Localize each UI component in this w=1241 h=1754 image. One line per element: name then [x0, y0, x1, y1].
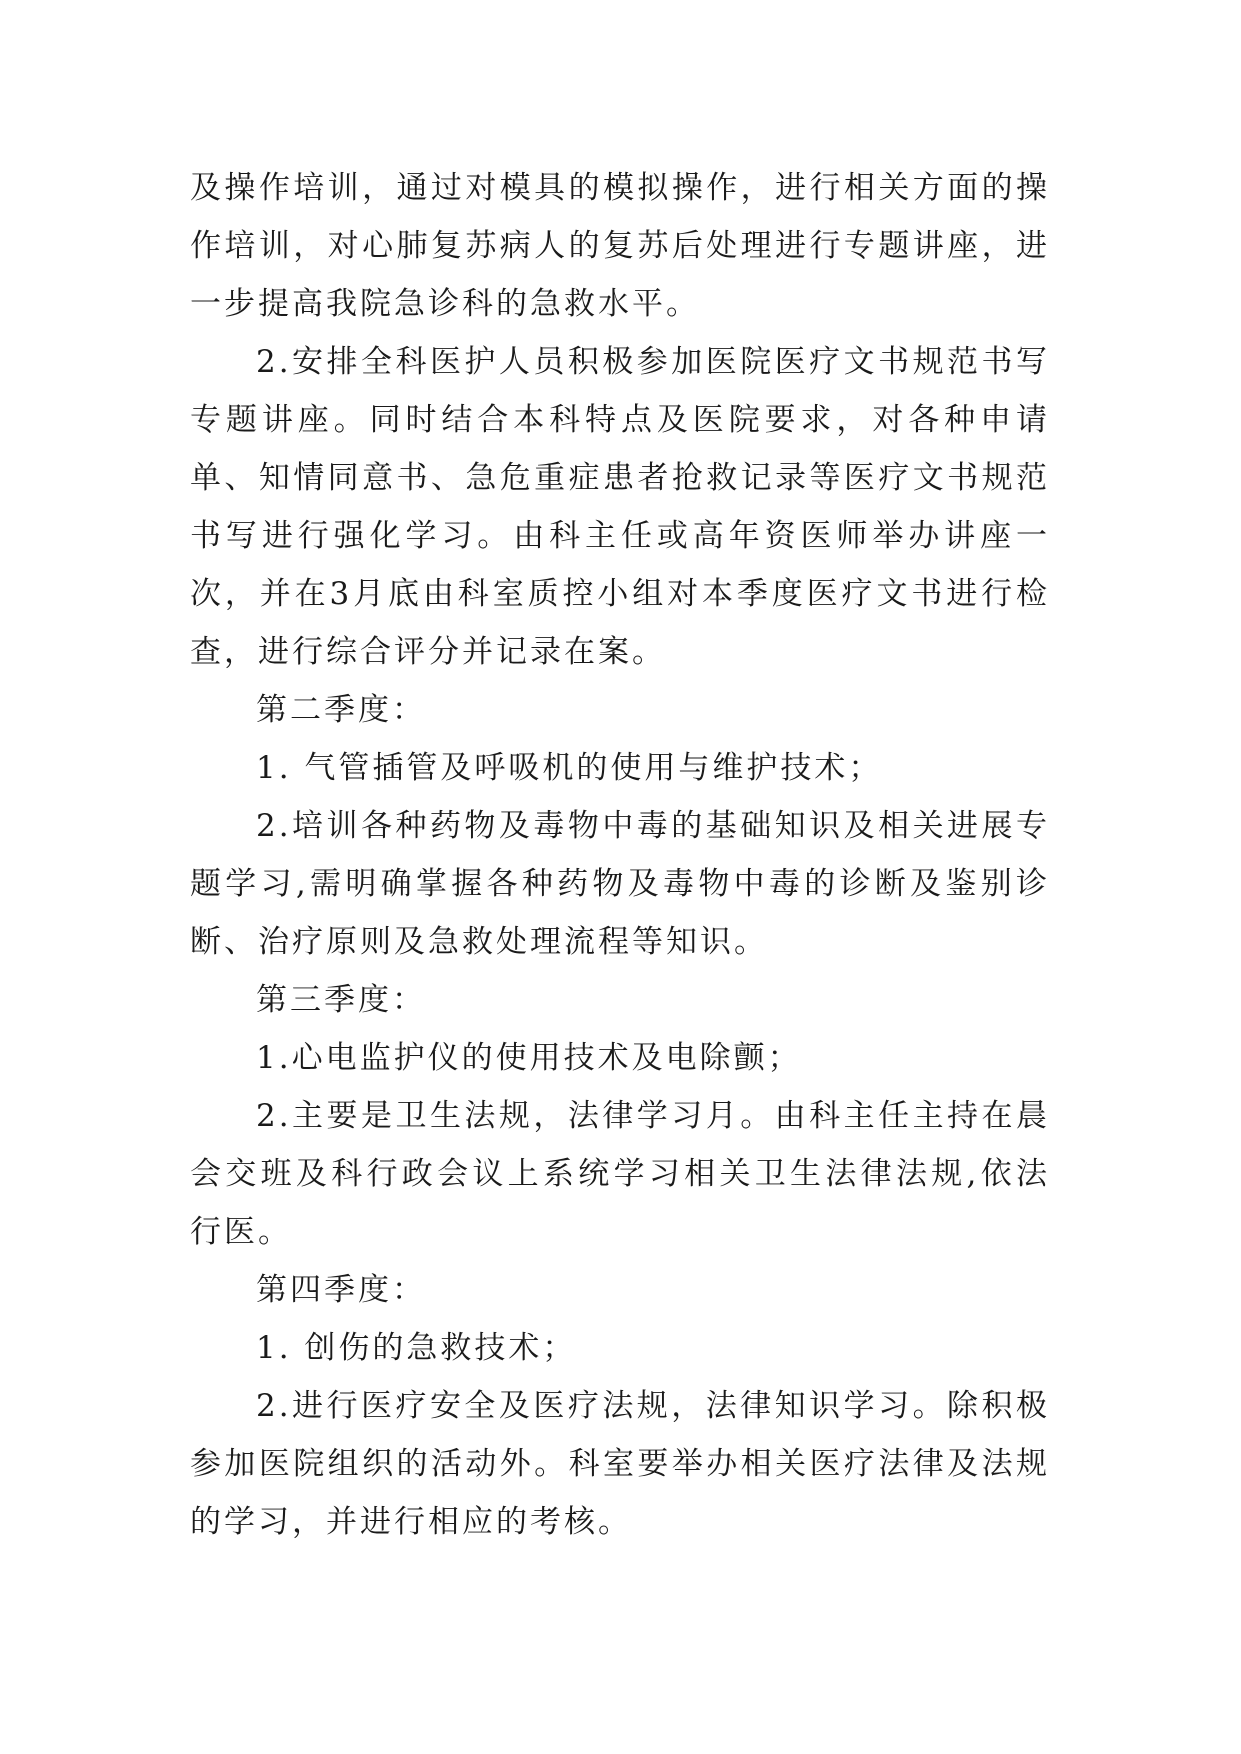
paragraph-q3-item-1: 1.心电监护仪的使用技术及电除颤；: [256, 1040, 802, 1076]
paragraph-q3-item-2: 2.主要是卫生法规，法律学习月。由科主任主持在晨会交班及科行政会议上系统学习相关卫生法律法规,依法行医。: [190, 1098, 1050, 1250]
heading-third-quarter: 第三季度：: [256, 982, 426, 1018]
paragraph-q1-item-2: 2.安排全科医护人员积极参加医院医疗文书规范书写专题讲座。同时结合本科特点及医院要求，对各种申请单、知情同意书、急危重症患者抢救记录等医疗文书规范书写进行强化学习。由科主任或高年资医师举办讲座一次，并在3月底由科室质控小组对本季度医疗文书进行检查，进行综合评分并记录在案。: [190, 344, 1050, 670]
paragraph-q4-item-2: 2.进行医疗安全及医疗法规，法律知识学习。除积极参加医院组织的活动外。科室要举办相关医疗法律及法规的学习，并进行相应的考核。: [190, 1388, 1050, 1540]
paragraph-training-continued: 及操作培训，通过对模具的模拟操作，进行相关方面的操作培训，对心肺复苏病人的复苏后处理进行专题讲座，进一步提高我院急诊科的急救水平。: [190, 170, 1050, 322]
paragraph-q2-item-2: 2.培训各种药物及毒物中毒的基础知识及相关进展专题学习,需明确掌握各种药物及毒物中毒的诊断及鉴别诊断、治疗原则及急救处理流程等知识。: [190, 808, 1050, 960]
paragraph-q2-item-1: 1. 气管插管及呼吸机的使用与维护技术；: [256, 750, 883, 786]
heading-second-quarter: 第二季度：: [256, 692, 426, 728]
document-body: [190, 159, 1050, 1551]
paragraph-q4-item-1: 1. 创伤的急救技术；: [256, 1330, 577, 1366]
heading-fourth-quarter: 第四季度：: [256, 1272, 426, 1308]
